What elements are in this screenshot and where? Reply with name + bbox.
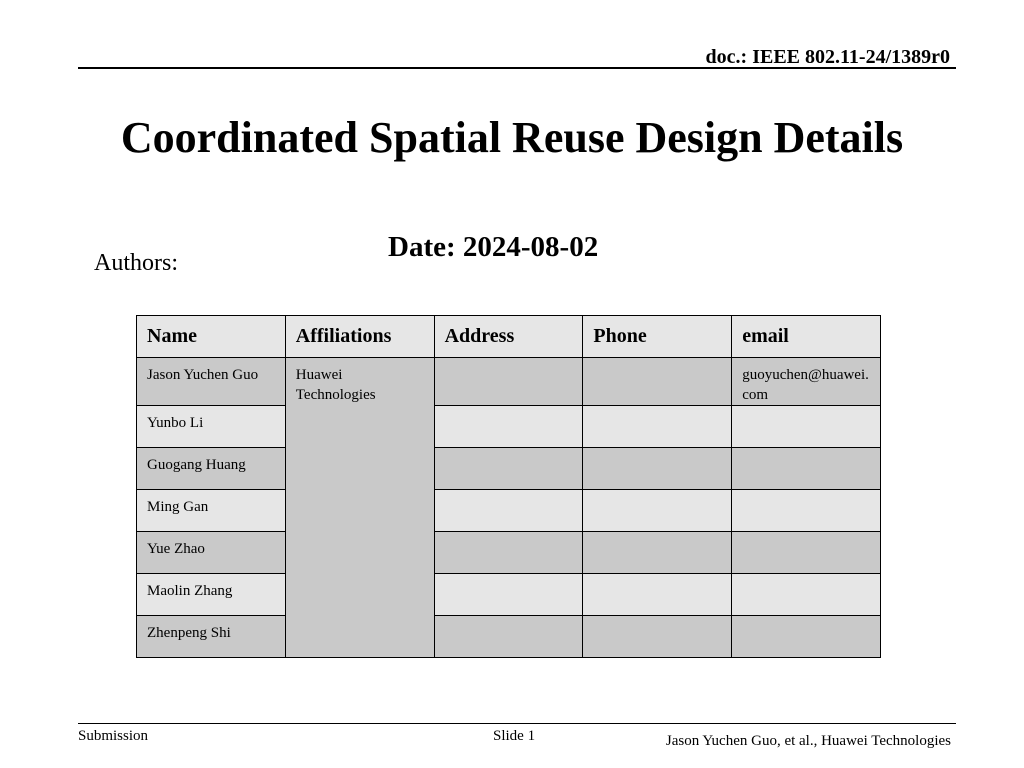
phone-cell (583, 490, 732, 532)
table-row (137, 532, 881, 574)
author-name-cell: Guogang Huang (137, 448, 286, 490)
author-name-cell: Jason Yuchen Guo (137, 358, 286, 406)
address-cell (434, 490, 583, 532)
phone-cell (583, 616, 732, 658)
author-name-cell: Yunbo Li (137, 406, 286, 448)
email-cell (732, 616, 881, 658)
email-cell (732, 448, 881, 490)
table-row (137, 490, 881, 532)
author-name-cell: Ming Gan (137, 490, 286, 532)
address-cell (434, 358, 583, 406)
phone-cell (583, 574, 732, 616)
column-header-name: Name (137, 316, 286, 358)
date-line: Date: 2024-08-02 (388, 231, 599, 263)
address-cell (434, 574, 583, 616)
address-cell (434, 406, 583, 448)
table-row (137, 406, 881, 448)
column-header-affiliations: Affiliations (285, 316, 434, 358)
author-name-cell: Zhenpeng Shi (137, 616, 286, 658)
phone-cell (583, 406, 732, 448)
author-name-cell: Yue Zhao (137, 532, 286, 574)
email-cell (732, 532, 881, 574)
column-header-email: email (732, 316, 881, 358)
address-cell (434, 448, 583, 490)
phone-cell (583, 358, 732, 406)
table-header-row (137, 316, 881, 358)
authors-label: Authors: (94, 250, 178, 276)
table-row (137, 358, 881, 406)
phone-cell (583, 448, 732, 490)
email-cell (732, 490, 881, 532)
table-row (137, 574, 881, 616)
affiliation-cell: Huawei Technologies (285, 358, 434, 658)
author-name-cell: Maolin Zhang (137, 574, 286, 616)
header-rule (78, 67, 956, 69)
address-cell (434, 532, 583, 574)
document-id: doc.: IEEE 802.11-24/1389r0 (705, 46, 950, 68)
slide-title: Coordinated Spatial Reuse Design Details (120, 113, 904, 162)
footer-submission: Submission (78, 728, 149, 744)
phone-cell (583, 532, 732, 574)
table-row (137, 448, 881, 490)
footer-rule (78, 723, 956, 724)
slide-number: Slide 1 (493, 728, 536, 744)
email-cell: guoyuchen@huawei.com (732, 358, 881, 406)
email-cell (732, 406, 881, 448)
column-header-phone: Phone (583, 316, 732, 358)
footer-author: Jason Yuchen Guo, et al., Huawei Technologies (665, 733, 951, 749)
table-row (137, 616, 881, 658)
column-header-address: Address (434, 316, 583, 358)
authors-table (136, 315, 881, 658)
address-cell (434, 616, 583, 658)
email-cell (732, 574, 881, 616)
